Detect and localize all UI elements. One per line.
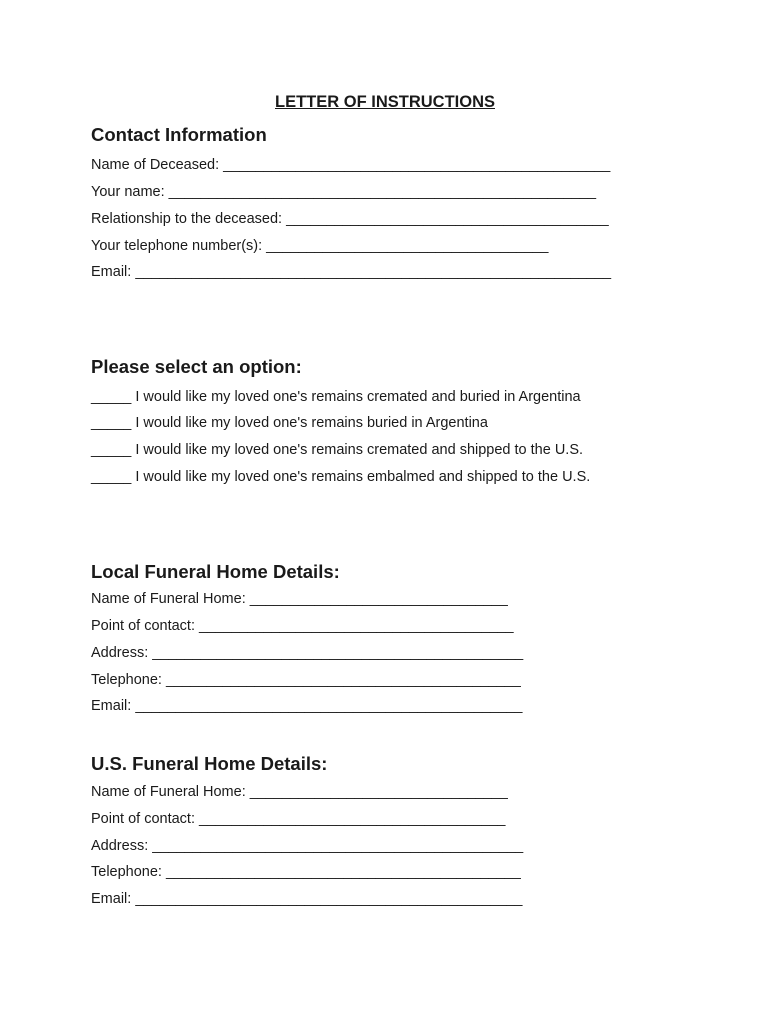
options-heading: Please select an option:	[91, 356, 302, 377]
local-telephone-field[interactable]: Telephone: ____________________________________________	[91, 672, 521, 688]
email-field[interactable]: Email: ___________________________________________________________	[91, 264, 612, 280]
local-point-of-contact-field[interactable]: Point of contact: _______________________________________	[91, 618, 514, 634]
relationship-field[interactable]: Relationship to the deceased: ________________________________________	[91, 211, 609, 227]
us-email-field[interactable]: Email: ________________________________________________	[91, 891, 523, 907]
name-of-deceased-field[interactable]: Name of Deceased: ________________________________________________	[91, 157, 611, 173]
telephone-field[interactable]: Your telephone number(s): ___________________________________	[91, 238, 549, 254]
us-point-of-contact-field[interactable]: Point of contact: ______________________________________	[91, 811, 506, 827]
local-address-field[interactable]: Address: ______________________________________________	[91, 645, 524, 661]
option-cremated-shipped[interactable]: _____ I would like my loved one's remains cremated and shipped to the U.S.	[91, 442, 584, 458]
us-funeral-home-name-field[interactable]: Name of Funeral Home: ________________________________	[91, 784, 508, 800]
us-telephone-field[interactable]: Telephone: ____________________________________________	[91, 864, 521, 880]
local-funeral-home-name-field[interactable]: Name of Funeral Home: ________________________________	[91, 591, 508, 607]
your-name-field[interactable]: Your name: _____________________________________________________	[91, 184, 597, 200]
option-embalmed-shipped[interactable]: _____ I would like my loved one's remains embalmed and shipped to the U.S.	[91, 469, 591, 485]
document-title: LETTER OF INSTRUCTIONS	[275, 93, 495, 111]
local-funeral-heading: Local Funeral Home Details:	[91, 561, 340, 582]
option-buried[interactable]: _____ I would like my loved one's remains buried in Argentina	[91, 415, 488, 431]
option-cremated-buried[interactable]: _____ I would like my loved one's remains cremated and buried in Argentina	[91, 389, 581, 405]
local-email-field[interactable]: Email: ________________________________________________	[91, 698, 523, 714]
us-address-field[interactable]: Address: ______________________________________________	[91, 838, 524, 854]
us-funeral-heading: U.S. Funeral Home Details:	[91, 753, 328, 774]
contact-heading: Contact Information	[91, 124, 267, 145]
